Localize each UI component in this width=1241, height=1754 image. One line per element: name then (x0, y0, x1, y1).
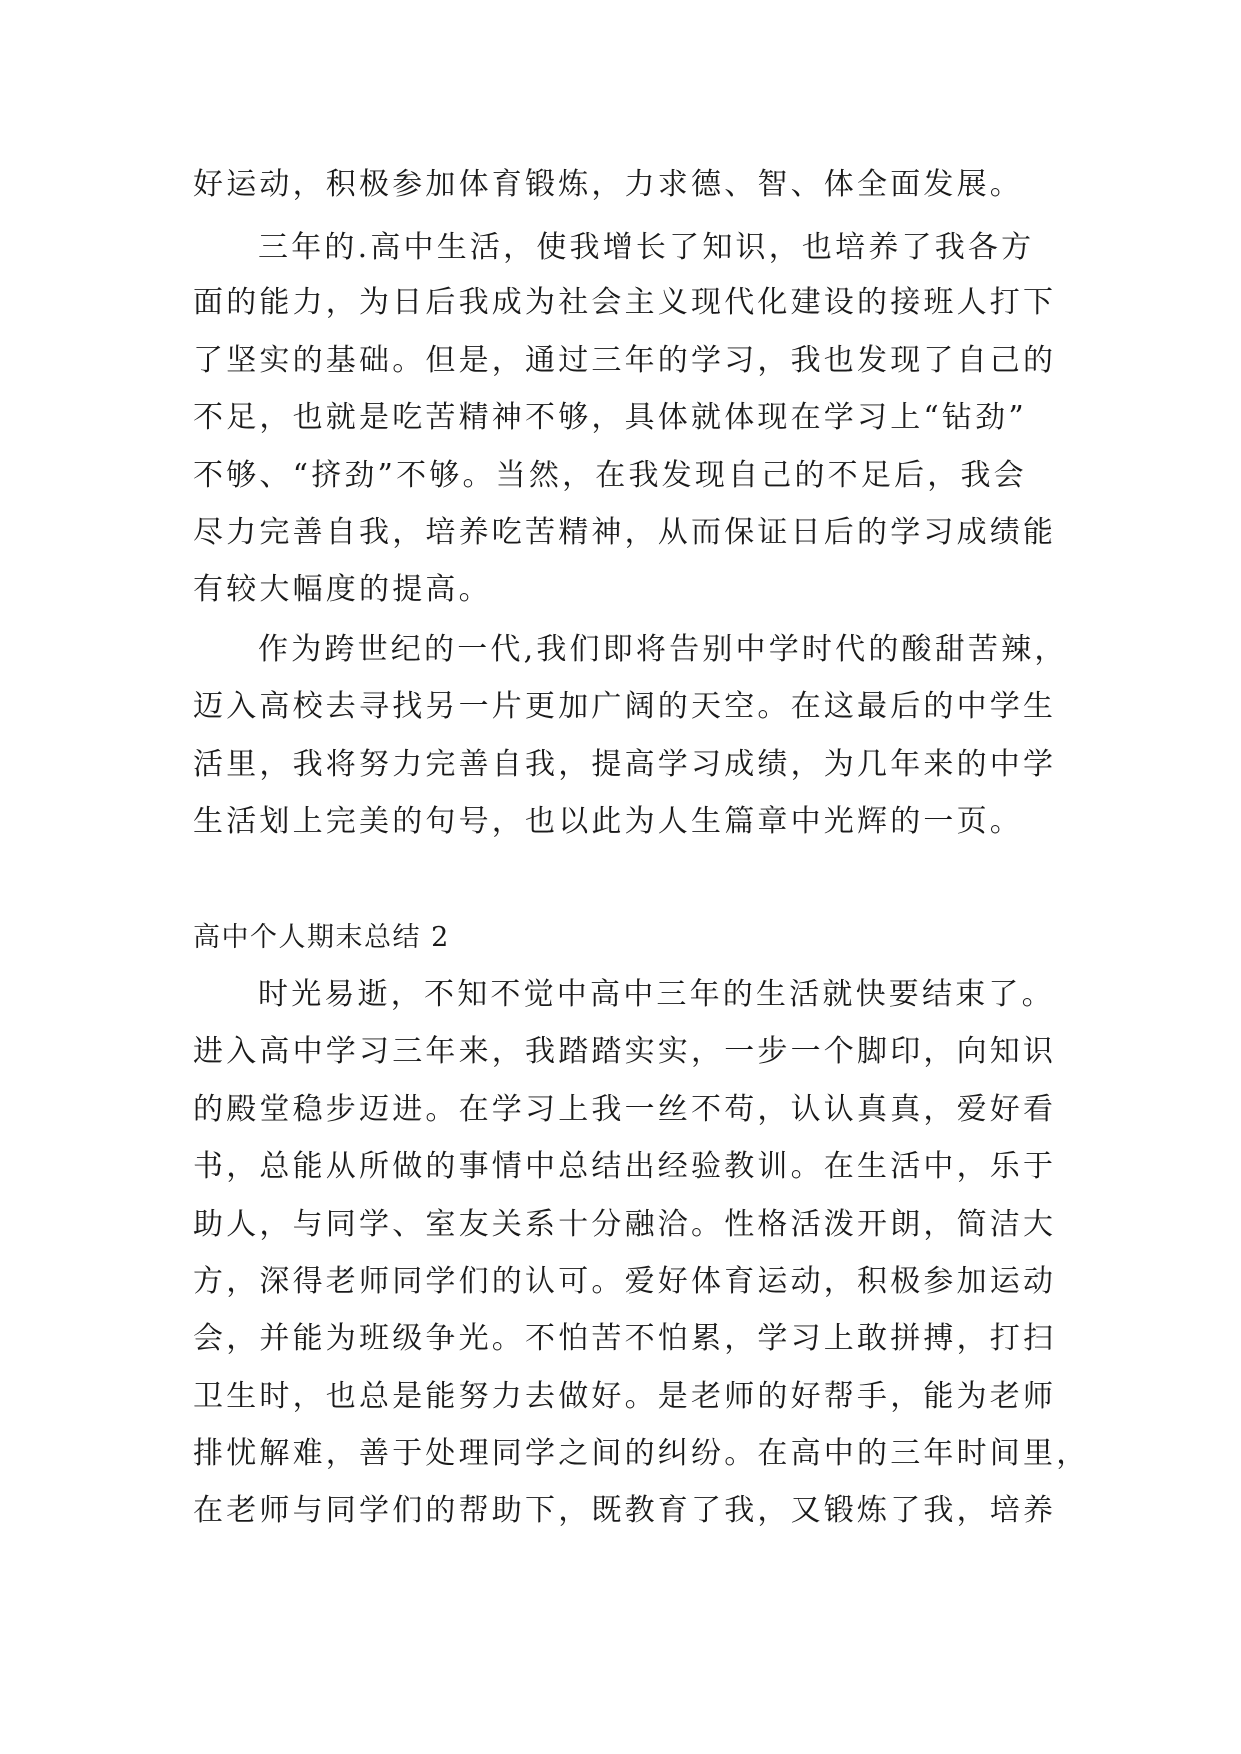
paragraph-line: 卫生时，也总是能努力去做好。是老师的好帮手，能为老师 (193, 1379, 1057, 1414)
paragraph-line: 好运动，积极参加体育锻炼，力求德、智、体全面发展。 (193, 167, 1023, 202)
paragraph-line: 尽力完善自我，培养吃苦精神，从而保证日后的学习成绩能 (193, 515, 1057, 550)
paragraph-line: 方，深得老师同学们的认可。爱好体育运动，积极参加运动 (193, 1264, 1057, 1299)
paragraph-line: 不够、“挤劲”不够。当然，在我发现自己的不足后，我会 (193, 458, 1027, 493)
paragraph-line: 会，并能为班级争光。不怕苦不怕累，学习上敢拼搏，打扫 (193, 1321, 1057, 1356)
paragraph-line: 书，总能从所做的事情中总结出经验教训。在生活中，乐于 (193, 1149, 1057, 1184)
paragraph-line: 生活划上完美的句号，也以此为人生篇章中光辉的一页。 (193, 804, 1023, 839)
paragraph-line: 时光易逝，不知不觉中高中三年的生活就快要结束了。 (258, 977, 1055, 1012)
paragraph-line: 三年的.高中生活，使我增长了知识，也培养了我各方 (258, 230, 1035, 265)
paragraph-line: 排忧解难，善于处理同学之间的纠纷。在高中的三年时间里， (193, 1436, 1090, 1471)
paragraph-line: 活里，我将努力完善自我，提高学习成绩，为几年来的中学 (193, 747, 1057, 782)
paragraph-line: 助人，与同学、室友关系十分融洽。性格活泼开朗，简洁大 (193, 1207, 1057, 1242)
paragraph-line: 进入高中学习三年来，我踏踏实实，一步一个脚印，向知识 (193, 1034, 1057, 1069)
paragraph-line: 了坚实的基础。但是，通过三年的学习，我也发现了自己的 (193, 343, 1057, 378)
paragraph-line: 的殿堂稳步迈进。在学习上我一丝不苟，认认真真，爱好看 (193, 1092, 1057, 1127)
paragraph-line: 有较大幅度的提高。 (193, 572, 492, 607)
paragraph-line: 作为跨世纪的一代,我们即将告别中学时代的酸甜苦辣， (258, 632, 1068, 667)
paragraph-line: 在老师与同学们的帮助下，既教育了我，又锻炼了我，培养 (193, 1493, 1057, 1528)
paragraph-line: 面的能力，为日后我成为社会主义现代化建设的接班人打下 (193, 285, 1057, 320)
section-heading: 高中个人期末总结 2 (193, 922, 450, 953)
paragraph-line: 不足，也就是吃苦精神不够，具体就体现在学习上“钻劲” (193, 400, 1027, 435)
paragraph-line: 迈入高校去寻找另一片更加广阔的天空。在这最后的中学生 (193, 689, 1057, 724)
